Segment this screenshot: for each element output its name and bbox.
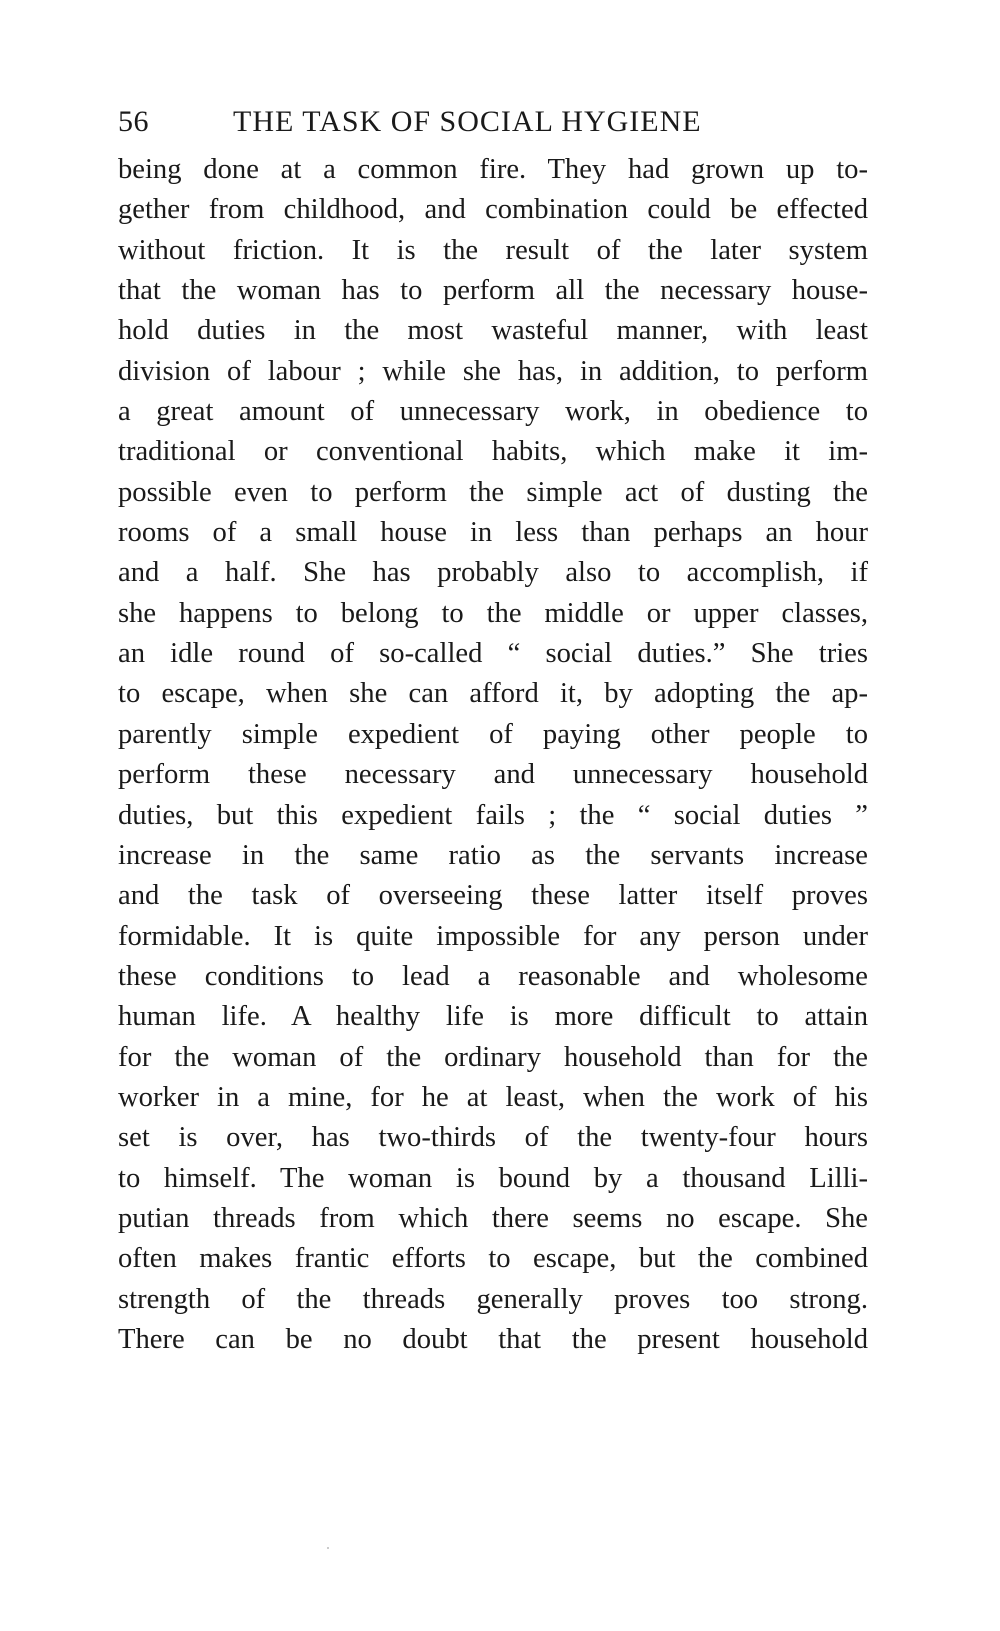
text-line: division of labour ; while she has, in addition, to perform	[118, 355, 868, 387]
text-line: she happens to belong to the middle or upper classes,	[118, 597, 868, 629]
text-line: these conditions to lead a reasonable and wholesome	[118, 960, 868, 992]
text-line: hold duties in the most wasteful manner, with least	[118, 315, 868, 347]
text-line: possible even to perform the simple act of dusting the	[118, 476, 868, 508]
running-title: THE TASK OF SOCIAL HYGIENE	[233, 105, 702, 138]
text-line: traditional or conventional habits, which make it im-	[118, 436, 868, 468]
body-paragraph	[118, 150, 868, 1360]
text-line: and a half. She has probably also to accomplish, if	[118, 557, 868, 589]
text-line: being done at a common fire. They had grown up to-	[118, 154, 868, 185]
text-line: set is over, has two-thirds of the twenty-four hours	[118, 1122, 868, 1154]
text-line: formidable. It is quite impossible for any person under	[118, 920, 868, 952]
text-line: There can be no doubt that the present household	[118, 1323, 868, 1355]
text-line: often makes frantic efforts to escape, but the combined	[118, 1243, 868, 1275]
running-head	[118, 100, 878, 144]
text-line: gether from childhood, and combination could be effected	[118, 194, 868, 226]
page-number: 56	[118, 105, 149, 138]
text-line: an idle round of so-called “ social duties.” She tries	[118, 638, 868, 670]
text-line: that the woman has to perform all the necessary house-	[118, 275, 868, 307]
text-line: rooms of a small house in less than perhaps an hour	[118, 517, 868, 549]
text-line: perform these necessary and unnecessary household	[118, 759, 868, 791]
text-line: human life. A healthy life is more difficult to attain	[118, 1001, 868, 1033]
text-line: putian threads from which there seems no escape. She	[118, 1202, 868, 1234]
text-line: to escape, when she can afford it, by adopting the ap-	[118, 678, 868, 710]
text-line: a great amount of unnecessary work, in obedience to	[118, 396, 868, 428]
text-line: duties, but this expedient fails ; the “ social duties ”	[118, 799, 868, 831]
text-line: for the woman of the ordinary household than for the	[118, 1041, 868, 1073]
text-line: strength of the threads generally proves too strong.	[118, 1283, 868, 1315]
paper-speck	[327, 1547, 329, 1549]
text-line: without friction. It is the result of the later system	[118, 234, 868, 266]
text-line: to himself. The woman is bound by a thousand Lilli-	[118, 1162, 868, 1194]
text-line: and the task of overseeing these latter itself proves	[118, 880, 868, 912]
text-line: parently simple expedient of paying other people to	[118, 718, 868, 750]
text-line: increase in the same ratio as the servants increase	[118, 839, 868, 871]
text-line: worker in a mine, for he at least, when the work of his	[118, 1081, 868, 1113]
